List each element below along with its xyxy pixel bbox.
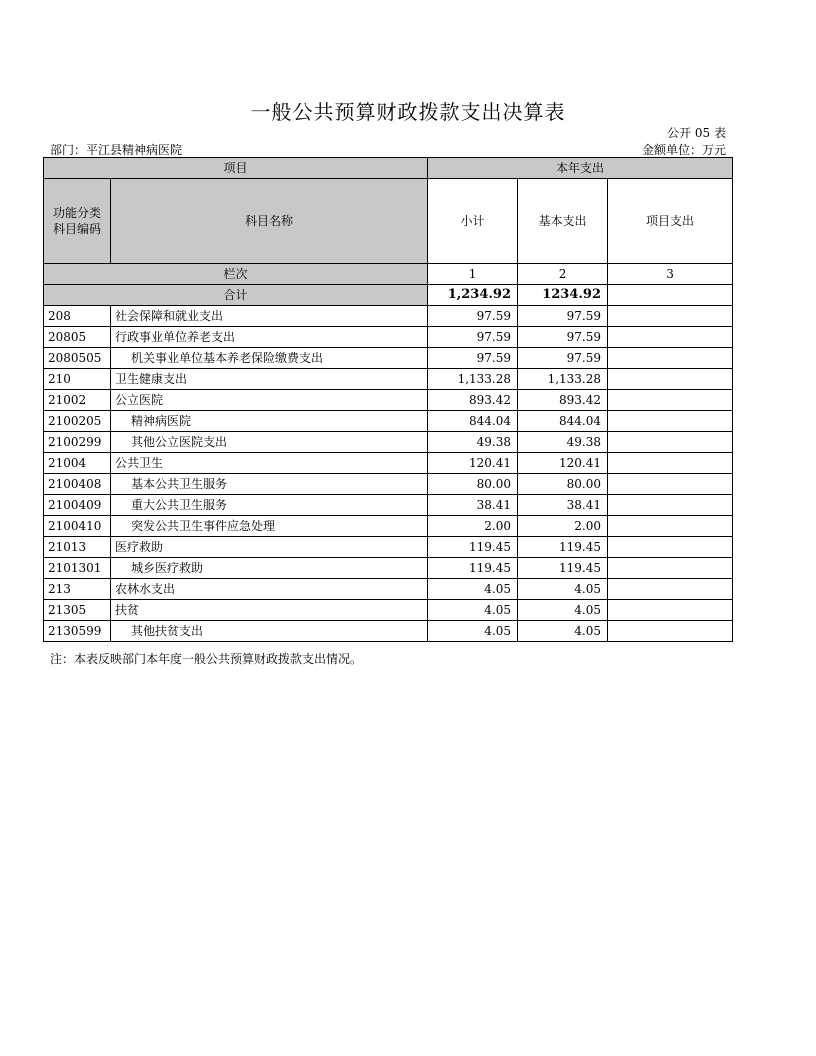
row-basic: 4.05 bbox=[518, 621, 608, 642]
table-row bbox=[44, 579, 733, 600]
row-subtotal: 49.38 bbox=[428, 432, 518, 453]
row-project bbox=[608, 558, 733, 579]
row-code: 2100408 bbox=[44, 474, 111, 495]
header-func-code: 功能分类科目编码 bbox=[44, 179, 111, 264]
row-subtotal: 120.41 bbox=[428, 453, 518, 474]
row-basic: 4.05 bbox=[518, 579, 608, 600]
row-project bbox=[608, 600, 733, 621]
amount-unit-label: 金额单位：万元 bbox=[641, 143, 726, 157]
row-subtotal: 97.59 bbox=[428, 327, 518, 348]
row-basic: 49.38 bbox=[518, 432, 608, 453]
row-code: 210 bbox=[44, 369, 111, 390]
footnote: 注：本表反映部门本年度一般公共预算财政拨款支出情况。 bbox=[50, 652, 363, 666]
row-subtotal: 4.05 bbox=[428, 579, 518, 600]
header-item: 项目 bbox=[44, 158, 428, 179]
column-number-2: 2 bbox=[518, 264, 608, 285]
row-code: 2100205 bbox=[44, 411, 111, 432]
row-subtotal: 80.00 bbox=[428, 474, 518, 495]
row-project bbox=[608, 516, 733, 537]
row-subtotal: 97.59 bbox=[428, 306, 518, 327]
header-current-year: 本年支出 bbox=[428, 158, 733, 179]
row-project bbox=[608, 369, 733, 390]
row-subtotal: 119.45 bbox=[428, 558, 518, 579]
row-subtotal: 4.05 bbox=[428, 621, 518, 642]
row-subject-name: 基本公共卫生服务 bbox=[111, 474, 428, 495]
row-code: 213 bbox=[44, 579, 111, 600]
row-subject-name: 其他公立医院支出 bbox=[111, 432, 428, 453]
table-row bbox=[44, 306, 733, 327]
header-subject-name: 科目名称 bbox=[111, 179, 428, 264]
row-project bbox=[608, 327, 733, 348]
row-project bbox=[608, 537, 733, 558]
table-row bbox=[44, 495, 733, 516]
row-code: 2130599 bbox=[44, 621, 111, 642]
row-code: 2100410 bbox=[44, 516, 111, 537]
row-project bbox=[608, 348, 733, 369]
table-row bbox=[44, 537, 733, 558]
header-basic: 基本支出 bbox=[518, 179, 608, 264]
row-subject-name: 农林水支出 bbox=[111, 579, 428, 600]
table-row bbox=[44, 453, 733, 474]
total-basic: 1234.92 bbox=[518, 285, 608, 306]
column-number-3: 3 bbox=[608, 264, 733, 285]
row-code: 2100409 bbox=[44, 495, 111, 516]
row-code: 21002 bbox=[44, 390, 111, 411]
table-row bbox=[44, 516, 733, 537]
row-subject-name: 公立医院 bbox=[111, 390, 428, 411]
row-subject-name: 其他扶贫支出 bbox=[111, 621, 428, 642]
row-code: 2100299 bbox=[44, 432, 111, 453]
row-basic: 893.42 bbox=[518, 390, 608, 411]
table-row bbox=[44, 327, 733, 348]
row-code: 21013 bbox=[44, 537, 111, 558]
header-project: 项目支出 bbox=[608, 179, 733, 264]
total-row bbox=[44, 285, 733, 306]
row-project bbox=[608, 390, 733, 411]
row-basic: 844.04 bbox=[518, 411, 608, 432]
row-project bbox=[608, 453, 733, 474]
row-basic: 1,133.28 bbox=[518, 369, 608, 390]
column-number-row bbox=[44, 264, 733, 285]
row-subject-name: 精神病医院 bbox=[111, 411, 428, 432]
row-code: 20805 bbox=[44, 327, 111, 348]
row-code: 2080505 bbox=[44, 348, 111, 369]
row-subject-name: 公共卫生 bbox=[111, 453, 428, 474]
row-subject-name: 社会保障和就业支出 bbox=[111, 306, 428, 327]
page-title: 一般公共预算财政拨款支出决算表 bbox=[250, 100, 566, 124]
total-label: 合计 bbox=[44, 285, 428, 306]
row-subtotal: 2.00 bbox=[428, 516, 518, 537]
row-project bbox=[608, 579, 733, 600]
row-subtotal: 4.05 bbox=[428, 600, 518, 621]
row-basic: 97.59 bbox=[518, 306, 608, 327]
total-project bbox=[608, 285, 733, 306]
table-row bbox=[44, 411, 733, 432]
table-row bbox=[44, 390, 733, 411]
header-row-2 bbox=[44, 179, 733, 264]
row-subject-name: 医疗救助 bbox=[111, 537, 428, 558]
table-row bbox=[44, 600, 733, 621]
header-row-1 bbox=[44, 158, 733, 179]
table-row bbox=[44, 558, 733, 579]
row-code: 21305 bbox=[44, 600, 111, 621]
row-project bbox=[608, 621, 733, 642]
department-label: 部门：平江县精神病医院 bbox=[50, 143, 183, 157]
column-number-1: 1 bbox=[428, 264, 518, 285]
row-subtotal: 1,133.28 bbox=[428, 369, 518, 390]
row-project bbox=[608, 306, 733, 327]
row-project bbox=[608, 432, 733, 453]
table-row bbox=[44, 621, 733, 642]
row-code: 2101301 bbox=[44, 558, 111, 579]
row-code: 208 bbox=[44, 306, 111, 327]
row-subject-name: 行政事业单位养老支出 bbox=[111, 327, 428, 348]
expenditure-table bbox=[43, 157, 733, 642]
table-row bbox=[44, 369, 733, 390]
row-subject-name: 重大公共卫生服务 bbox=[111, 495, 428, 516]
row-subject-name: 机关事业单位基本养老保险缴费支出 bbox=[111, 348, 428, 369]
row-subtotal: 893.42 bbox=[428, 390, 518, 411]
column-number-label: 栏次 bbox=[44, 264, 428, 285]
row-subject-name: 卫生健康支出 bbox=[111, 369, 428, 390]
row-project bbox=[608, 474, 733, 495]
row-basic: 38.41 bbox=[518, 495, 608, 516]
row-basic: 80.00 bbox=[518, 474, 608, 495]
row-basic: 97.59 bbox=[518, 327, 608, 348]
table-row bbox=[44, 474, 733, 495]
row-basic: 119.45 bbox=[518, 537, 608, 558]
row-subject-name: 城乡医疗救助 bbox=[111, 558, 428, 579]
form-number: 公开 05 表 bbox=[667, 126, 726, 140]
row-subject-name: 突发公共卫生事件应急处理 bbox=[111, 516, 428, 537]
row-subtotal: 38.41 bbox=[428, 495, 518, 516]
row-subtotal: 97.59 bbox=[428, 348, 518, 369]
row-basic: 97.59 bbox=[518, 348, 608, 369]
row-subtotal: 119.45 bbox=[428, 537, 518, 558]
row-basic: 2.00 bbox=[518, 516, 608, 537]
row-project bbox=[608, 411, 733, 432]
header-subtotal: 小计 bbox=[428, 179, 518, 264]
row-code: 21004 bbox=[44, 453, 111, 474]
total-subtotal: 1,234.92 bbox=[428, 285, 518, 306]
table-row bbox=[44, 432, 733, 453]
table-row bbox=[44, 348, 733, 369]
row-basic: 4.05 bbox=[518, 600, 608, 621]
row-basic: 120.41 bbox=[518, 453, 608, 474]
row-subtotal: 844.04 bbox=[428, 411, 518, 432]
row-basic: 119.45 bbox=[518, 558, 608, 579]
row-project bbox=[608, 495, 733, 516]
row-subject-name: 扶贫 bbox=[111, 600, 428, 621]
